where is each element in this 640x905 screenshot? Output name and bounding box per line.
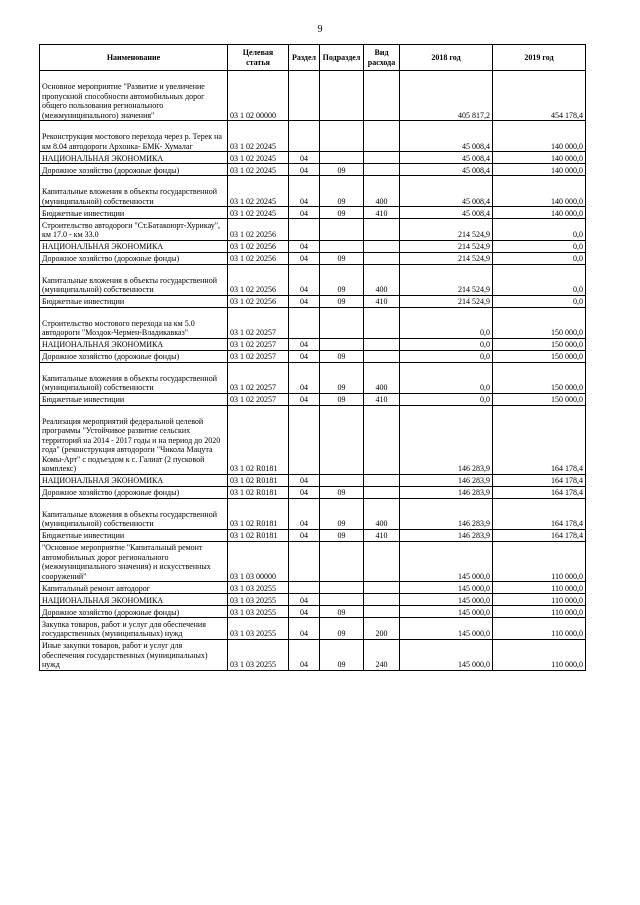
row-section: 04 bbox=[289, 164, 320, 176]
row-section: 04 bbox=[289, 618, 320, 640]
row-subsection bbox=[320, 474, 364, 486]
row-amount-2018: 145 000,0 bbox=[400, 541, 493, 582]
row-expense-type bbox=[364, 474, 400, 486]
row-name: НАЦИОНАЛЬНАЯ ЭКОНОМИКА bbox=[40, 240, 228, 252]
row-name: НАЦИОНАЛЬНАЯ ЭКОНОМИКА bbox=[40, 594, 228, 606]
row-target-code: 03 1 02 20256 bbox=[228, 240, 289, 252]
row-expense-type bbox=[364, 541, 400, 582]
table-row bbox=[40, 618, 586, 640]
row-name: Дорожное хозяйство (дорожные фонды) bbox=[40, 164, 228, 176]
row-target-code: 03 1 02 20257 bbox=[228, 338, 289, 350]
row-expense-type: 400 bbox=[364, 176, 400, 207]
row-name: Дорожное хозяйство (дорожные фонды) bbox=[40, 252, 228, 264]
budget-table bbox=[39, 44, 586, 671]
row-section: 04 bbox=[289, 264, 320, 295]
table-row bbox=[40, 529, 586, 541]
row-section bbox=[289, 307, 320, 338]
row-amount-2019: 110 000,0 bbox=[493, 594, 586, 606]
row-amount-2019: 140 000,0 bbox=[493, 121, 586, 152]
row-amount-2018: 145 000,0 bbox=[400, 618, 493, 640]
row-target-code: 03 1 02 20256 bbox=[228, 295, 289, 307]
row-amount-2019: 0,0 bbox=[493, 219, 586, 241]
table-row bbox=[40, 240, 586, 252]
table-row bbox=[40, 541, 586, 582]
table-row bbox=[40, 594, 586, 606]
row-target-code: 03 1 02 20257 bbox=[228, 393, 289, 405]
row-amount-2018: 145 000,0 bbox=[400, 606, 493, 618]
row-section: 04 bbox=[289, 240, 320, 252]
header-year-2018: 2018 год bbox=[400, 45, 493, 71]
row-amount-2018: 145 000,0 bbox=[400, 639, 493, 670]
row-target-code: 03 1 02 20257 bbox=[228, 350, 289, 362]
row-subsection: 09 bbox=[320, 264, 364, 295]
row-expense-type bbox=[364, 606, 400, 618]
row-name: Капитальный ремонт автодорог bbox=[40, 582, 228, 594]
table-row bbox=[40, 164, 586, 176]
row-amount-2018: 45 008,4 bbox=[400, 176, 493, 207]
row-name: НАЦИОНАЛЬНАЯ ЭКОНОМИКА bbox=[40, 474, 228, 486]
row-subsection bbox=[320, 405, 364, 474]
row-section: 04 bbox=[289, 207, 320, 219]
row-amount-2019: 110 000,0 bbox=[493, 606, 586, 618]
row-subsection bbox=[320, 338, 364, 350]
row-expense-type: 410 bbox=[364, 529, 400, 541]
row-amount-2018: 145 000,0 bbox=[400, 594, 493, 606]
row-amount-2018: 405 817,2 bbox=[400, 71, 493, 121]
row-amount-2018: 0,0 bbox=[400, 362, 493, 393]
row-expense-type: 240 bbox=[364, 639, 400, 670]
row-target-code: 03 1 02 20245 bbox=[228, 176, 289, 207]
row-name: Капитальные вложения в объекты государственной (муниципальной) собственности bbox=[40, 176, 228, 207]
row-subsection: 09 bbox=[320, 176, 364, 207]
table-row bbox=[40, 307, 586, 338]
table-row bbox=[40, 252, 586, 264]
row-section bbox=[289, 219, 320, 241]
row-target-code: 03 1 03 20255 bbox=[228, 582, 289, 594]
table-row bbox=[40, 350, 586, 362]
table-row bbox=[40, 474, 586, 486]
row-amount-2019: 150 000,0 bbox=[493, 393, 586, 405]
row-section: 04 bbox=[289, 338, 320, 350]
row-amount-2019: 110 000,0 bbox=[493, 541, 586, 582]
table-row bbox=[40, 264, 586, 295]
header-name: Наименование bbox=[40, 45, 228, 71]
row-amount-2018: 0,0 bbox=[400, 393, 493, 405]
row-name: Строительство автодороги "Ст.Батакоюрт-Хурикау", км 17.0 - км 33.0 bbox=[40, 219, 228, 241]
row-target-code: 03 1 02 20257 bbox=[228, 307, 289, 338]
row-subsection bbox=[320, 582, 364, 594]
row-amount-2018: 0,0 bbox=[400, 350, 493, 362]
row-name: Капитальные вложения в объекты государственной (муниципальной) собственности bbox=[40, 498, 228, 529]
row-name: Бюджетные инвестиции bbox=[40, 393, 228, 405]
table-row bbox=[40, 338, 586, 350]
row-target-code: 03 1 02 R0181 bbox=[228, 486, 289, 498]
table-row bbox=[40, 486, 586, 498]
row-amount-2018: 145 000,0 bbox=[400, 582, 493, 594]
row-amount-2019: 164 178,4 bbox=[493, 498, 586, 529]
row-amount-2018: 214 524,9 bbox=[400, 240, 493, 252]
row-subsection: 09 bbox=[320, 498, 364, 529]
row-section bbox=[289, 405, 320, 474]
page-number: 9 bbox=[317, 24, 323, 35]
row-expense-type bbox=[364, 350, 400, 362]
row-expense-type bbox=[364, 164, 400, 176]
row-subsection: 09 bbox=[320, 606, 364, 618]
header-section: Раздел bbox=[289, 45, 320, 71]
row-expense-type bbox=[364, 152, 400, 164]
row-amount-2018: 146 283,9 bbox=[400, 498, 493, 529]
row-section: 04 bbox=[289, 498, 320, 529]
row-subsection: 09 bbox=[320, 252, 364, 264]
row-target-code: 03 1 02 20245 bbox=[228, 152, 289, 164]
row-expense-type bbox=[364, 338, 400, 350]
row-section: 04 bbox=[289, 486, 320, 498]
table-row bbox=[40, 152, 586, 164]
row-amount-2019: 140 000,0 bbox=[493, 207, 586, 219]
row-name: Закупка товаров, работ и услуг для обеспечения государственных (муниципальных) нужд bbox=[40, 618, 228, 640]
row-subsection: 09 bbox=[320, 362, 364, 393]
row-subsection: 09 bbox=[320, 207, 364, 219]
row-name: Капитальные вложения в объекты государственной (муниципальной) собственности bbox=[40, 362, 228, 393]
header-year-2019: 2019 год bbox=[493, 45, 586, 71]
row-expense-type: 410 bbox=[364, 393, 400, 405]
row-section: 04 bbox=[289, 529, 320, 541]
row-expense-type: 400 bbox=[364, 264, 400, 295]
row-name: Дорожное хозяйство (дорожные фонды) bbox=[40, 350, 228, 362]
row-section: 04 bbox=[289, 152, 320, 164]
row-amount-2018: 146 283,9 bbox=[400, 486, 493, 498]
table-row bbox=[40, 295, 586, 307]
row-subsection: 09 bbox=[320, 393, 364, 405]
row-amount-2019: 454 178,4 bbox=[493, 71, 586, 121]
row-amount-2019: 164 178,4 bbox=[493, 405, 586, 474]
row-amount-2018: 214 524,9 bbox=[400, 252, 493, 264]
row-amount-2019: 0,0 bbox=[493, 264, 586, 295]
table-row bbox=[40, 606, 586, 618]
row-section bbox=[289, 582, 320, 594]
row-expense-type bbox=[364, 71, 400, 121]
row-amount-2018: 214 524,9 bbox=[400, 264, 493, 295]
row-expense-type bbox=[364, 121, 400, 152]
table-row bbox=[40, 639, 586, 670]
row-expense-type bbox=[364, 240, 400, 252]
row-amount-2018: 0,0 bbox=[400, 307, 493, 338]
row-subsection: 09 bbox=[320, 486, 364, 498]
row-expense-type bbox=[364, 486, 400, 498]
row-subsection: 09 bbox=[320, 639, 364, 670]
row-amount-2019: 164 178,4 bbox=[493, 474, 586, 486]
row-amount-2019: 150 000,0 bbox=[493, 307, 586, 338]
header-expense-type: Вид расхода bbox=[364, 45, 400, 71]
row-name: Реализация мероприятий федеральной целевой программы "Устойчивое развитие сельских территорий на 2014 - 2017 годы и на период до 2020 года" (реконструкция автодороги "Чикола Мацута Комы-Арт" с подъездом к с. Галиат (2 пусковой комплекс) bbox=[40, 405, 228, 474]
row-amount-2019: 0,0 bbox=[493, 240, 586, 252]
row-name: Капитальные вложения в объекты государственной (муниципальной) собственности bbox=[40, 264, 228, 295]
table-row bbox=[40, 393, 586, 405]
row-subsection: 09 bbox=[320, 295, 364, 307]
row-expense-type bbox=[364, 582, 400, 594]
header-target-code: Целевая статья bbox=[228, 45, 289, 71]
row-section: 04 bbox=[289, 176, 320, 207]
row-name: Бюджетные инвестиции bbox=[40, 207, 228, 219]
row-section: 04 bbox=[289, 594, 320, 606]
row-expense-type bbox=[364, 219, 400, 241]
row-amount-2019: 140 000,0 bbox=[493, 164, 586, 176]
row-target-code: 03 1 02 20245 bbox=[228, 164, 289, 176]
row-subsection bbox=[320, 307, 364, 338]
row-target-code: 03 1 02 20257 bbox=[228, 362, 289, 393]
row-expense-type: 200 bbox=[364, 618, 400, 640]
row-amount-2019: 150 000,0 bbox=[493, 362, 586, 393]
row-target-code: 03 1 02 R0181 bbox=[228, 498, 289, 529]
table-row bbox=[40, 121, 586, 152]
row-section: 04 bbox=[289, 252, 320, 264]
row-subsection bbox=[320, 219, 364, 241]
row-subsection bbox=[320, 594, 364, 606]
row-amount-2019: 164 178,4 bbox=[493, 486, 586, 498]
table-body bbox=[40, 71, 586, 671]
row-target-code: 03 1 03 20255 bbox=[228, 594, 289, 606]
row-amount-2019: 110 000,0 bbox=[493, 618, 586, 640]
row-subsection bbox=[320, 240, 364, 252]
row-amount-2018: 146 283,9 bbox=[400, 405, 493, 474]
row-subsection bbox=[320, 541, 364, 582]
row-amount-2019: 140 000,0 bbox=[493, 152, 586, 164]
table-row bbox=[40, 405, 586, 474]
row-amount-2018: 0,0 bbox=[400, 338, 493, 350]
table-row bbox=[40, 71, 586, 121]
row-name: Дорожное хозяйство (дорожные фонды) bbox=[40, 486, 228, 498]
row-name: Дорожное хозяйство (дорожные фонды) bbox=[40, 606, 228, 618]
row-name: НАЦИОНАЛЬНАЯ ЭКОНОМИКА bbox=[40, 152, 228, 164]
row-subsection: 09 bbox=[320, 350, 364, 362]
row-subsection bbox=[320, 121, 364, 152]
row-name: НАЦИОНАЛЬНАЯ ЭКОНОМИКА bbox=[40, 338, 228, 350]
row-amount-2019: 0,0 bbox=[493, 252, 586, 264]
row-expense-type: 410 bbox=[364, 295, 400, 307]
row-target-code: 03 1 02 20256 bbox=[228, 252, 289, 264]
row-section: 04 bbox=[289, 393, 320, 405]
row-subsection bbox=[320, 152, 364, 164]
row-name: Строительство мостового перехода на км 5.0 автодороги "Моздок-Чермен-Владикавказ" bbox=[40, 307, 228, 338]
table-row bbox=[40, 582, 586, 594]
row-amount-2018: 45 008,4 bbox=[400, 164, 493, 176]
row-section: 04 bbox=[289, 362, 320, 393]
row-section bbox=[289, 71, 320, 121]
row-amount-2018: 146 283,9 bbox=[400, 474, 493, 486]
row-amount-2019: 140 000,0 bbox=[493, 176, 586, 207]
row-subsection: 09 bbox=[320, 164, 364, 176]
table-row bbox=[40, 176, 586, 207]
row-amount-2019: 150 000,0 bbox=[493, 338, 586, 350]
row-target-code: 03 1 02 20256 bbox=[228, 264, 289, 295]
table-header-row bbox=[40, 45, 586, 71]
row-target-code: 03 1 02 20245 bbox=[228, 121, 289, 152]
row-expense-type bbox=[364, 307, 400, 338]
row-section: 04 bbox=[289, 474, 320, 486]
row-name: Основное мероприятие "Развитие и увеличение пропускной способности автомобильных дорог общего пользования регионального (межмуниципального) значения" bbox=[40, 71, 228, 121]
row-section: 04 bbox=[289, 295, 320, 307]
row-amount-2018: 45 008,4 bbox=[400, 207, 493, 219]
row-target-code: 03 1 03 20255 bbox=[228, 618, 289, 640]
row-section: 04 bbox=[289, 350, 320, 362]
row-target-code: 03 1 03 00000 bbox=[228, 541, 289, 582]
table-row bbox=[40, 362, 586, 393]
row-amount-2018: 214 524,9 bbox=[400, 295, 493, 307]
row-amount-2018: 146 283,9 bbox=[400, 529, 493, 541]
row-subsection: 09 bbox=[320, 529, 364, 541]
row-target-code: 03 1 03 20255 bbox=[228, 639, 289, 670]
row-section: 04 bbox=[289, 639, 320, 670]
row-expense-type bbox=[364, 252, 400, 264]
row-target-code: 03 1 02 R0181 bbox=[228, 529, 289, 541]
row-section bbox=[289, 541, 320, 582]
row-amount-2019: 150 000,0 bbox=[493, 350, 586, 362]
row-target-code: 03 1 02 R0181 bbox=[228, 405, 289, 474]
row-subsection bbox=[320, 71, 364, 121]
row-section bbox=[289, 121, 320, 152]
row-expense-type: 410 bbox=[364, 207, 400, 219]
row-expense-type bbox=[364, 405, 400, 474]
row-target-code: 03 1 03 20255 bbox=[228, 606, 289, 618]
table-row bbox=[40, 207, 586, 219]
row-amount-2018: 214 524,9 bbox=[400, 219, 493, 241]
row-target-code: 03 1 02 20245 bbox=[228, 207, 289, 219]
row-amount-2019: 110 000,0 bbox=[493, 582, 586, 594]
row-name: Реконструкция мостового перехода через р. Терек на км 8.04 автодороги Архонка- БМК- Хумалаг bbox=[40, 121, 228, 152]
table-row bbox=[40, 219, 586, 241]
table-row bbox=[40, 498, 586, 529]
header-subsection: Подраздел bbox=[320, 45, 364, 71]
row-target-code: 03 1 02 20256 bbox=[228, 219, 289, 241]
row-name: "Основное мероприятие "Капитальный ремонт автомобильных дорог регионального (межмуниципального значения) и искусственных сооружений" bbox=[40, 541, 228, 582]
row-amount-2018: 45 008,4 bbox=[400, 121, 493, 152]
row-section: 04 bbox=[289, 606, 320, 618]
row-target-code: 03 1 02 R0181 bbox=[228, 474, 289, 486]
row-name: Бюджетные инвестиции bbox=[40, 529, 228, 541]
row-name: Бюджетные инвестиции bbox=[40, 295, 228, 307]
row-amount-2019: 164 178,4 bbox=[493, 529, 586, 541]
row-expense-type: 400 bbox=[364, 362, 400, 393]
row-amount-2019: 110 000,0 bbox=[493, 639, 586, 670]
row-expense-type bbox=[364, 594, 400, 606]
row-subsection: 09 bbox=[320, 618, 364, 640]
row-expense-type: 400 bbox=[364, 498, 400, 529]
row-target-code: 03 1 02 00000 bbox=[228, 71, 289, 121]
row-name: Иные закупки товаров, работ и услуг для обеспечения государственных (муниципальных) нужд bbox=[40, 639, 228, 670]
row-amount-2019: 0,0 bbox=[493, 295, 586, 307]
row-amount-2018: 45 008,4 bbox=[400, 152, 493, 164]
